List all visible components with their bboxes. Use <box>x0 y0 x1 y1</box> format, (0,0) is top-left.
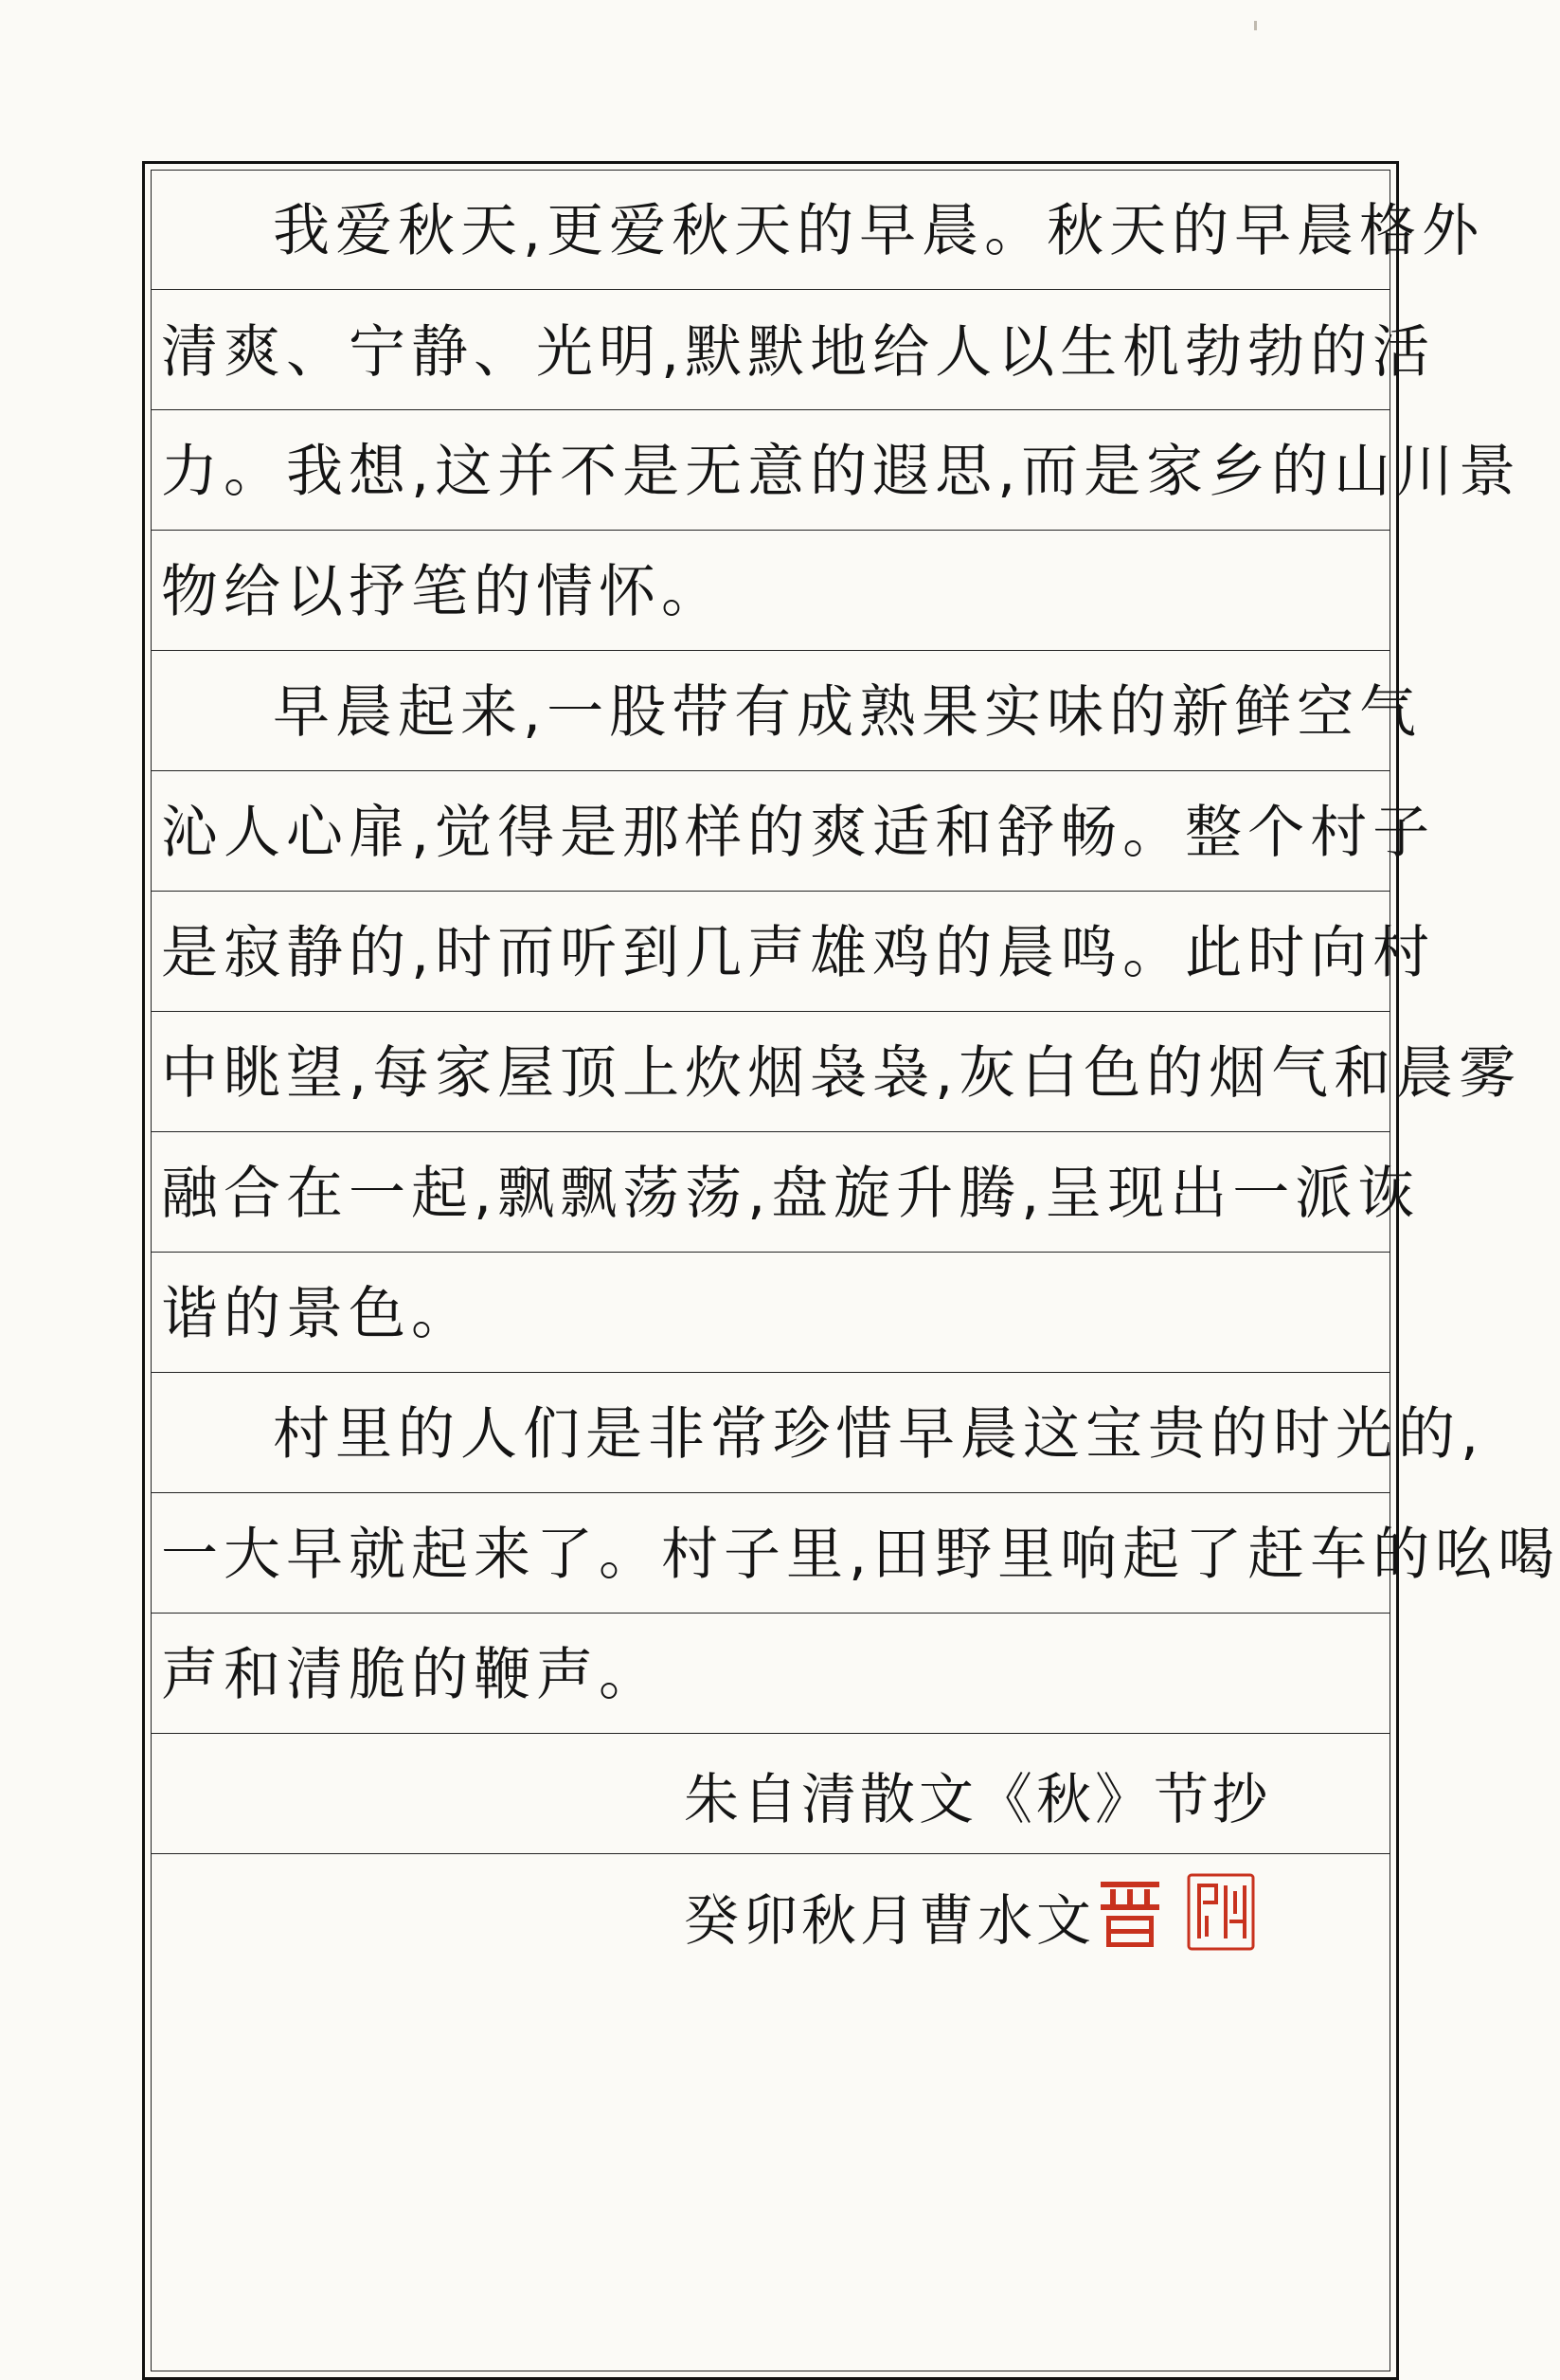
attribution-text: 朱自清散文《秋》节抄 <box>684 1767 1272 1831</box>
text-line-4: 物给以抒笔的情怀。 <box>161 559 724 625</box>
text-line-13: 声和清脆的鞭声。 <box>161 1642 661 1708</box>
signature-text: 癸卯秋月曹水文 <box>684 1888 1096 1953</box>
text-line-12: 一大早就起来了。村子里,田野里响起了赶车的吆喝 <box>161 1522 1560 1588</box>
text-line-1: 我爱秋天,更爱秋天的早晨。秋天的早晨格外 <box>273 198 1485 264</box>
seal-cao-stamp <box>1097 1876 1163 1952</box>
text-line-11: 村里的人们是非常珍惜早晨这宝贵的时光的, <box>273 1401 1485 1468</box>
text-line-2: 清爽、宁静、光明,默默地给人以生机勃勃的活 <box>161 319 1436 386</box>
text-line-8: 中眺望,每家屋顶上炊烟袅袅,灰白色的烟气和晨雾 <box>161 1040 1522 1107</box>
text-line-9: 融合在一起,飘飘荡荡,盘旋升腾,呈现出一派诙 <box>161 1161 1421 1227</box>
text-line-5: 早晨起来,一股带有成熟果实味的新鲜空气 <box>273 679 1423 746</box>
seal-square-stamp <box>1186 1872 1256 1952</box>
paper-speck <box>1254 21 1257 30</box>
text-line-7: 是寂静的,时而听到几声雄鸡的晨鸣。此时向村 <box>161 920 1436 986</box>
text-line-6: 沁人心扉,觉得是那样的爽适和舒畅。整个村子 <box>161 800 1436 866</box>
text-line-10: 谐的景色。 <box>161 1281 474 1347</box>
ruled-line <box>151 1853 1390 1854</box>
text-line-3: 力。我想,这并不是无意的遐思,而是家乡的山川景 <box>161 439 1522 505</box>
